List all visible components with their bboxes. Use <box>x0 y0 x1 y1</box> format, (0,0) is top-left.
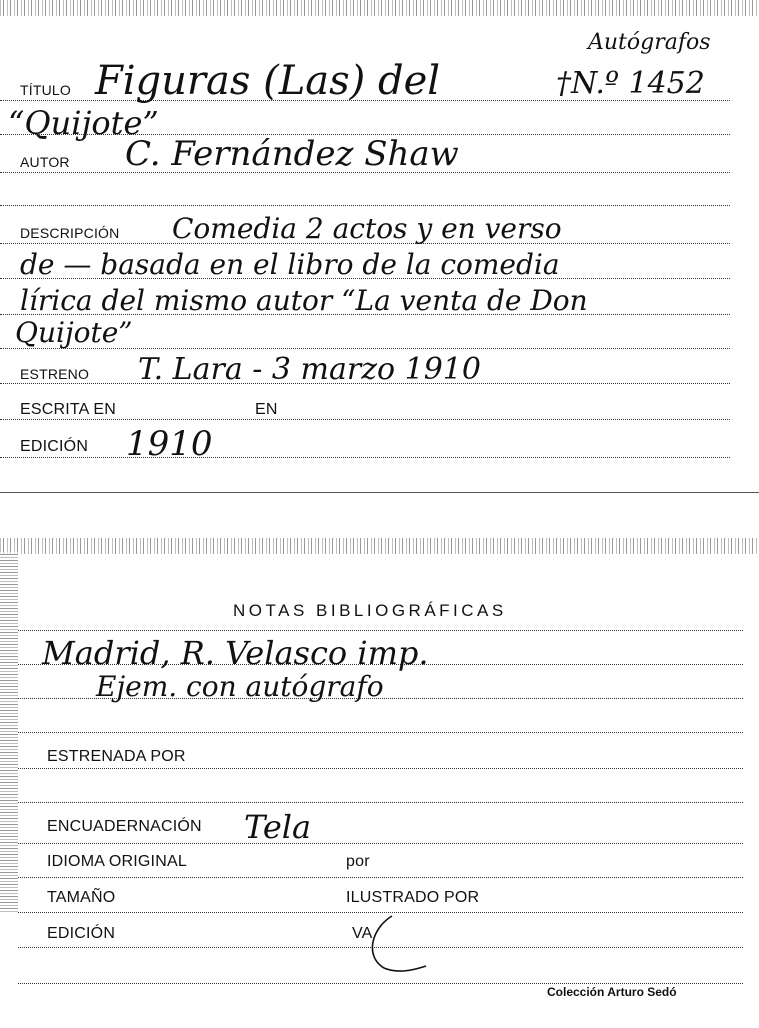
ruled-line <box>18 843 743 844</box>
original-language-label: IDIOMA ORIGINAL <box>47 853 187 870</box>
premiered-by-label: ESTRENADA POR <box>47 748 186 765</box>
title-handwriting-line1: Figuras (Las) del <box>95 58 441 104</box>
ruled-line <box>18 877 743 878</box>
edition-handwriting: 1910 <box>126 424 213 464</box>
description-handwriting-line4: Quijote” <box>15 316 133 349</box>
card-edge-texture <box>0 552 18 912</box>
author-label: AUTOR <box>20 154 70 170</box>
edition-label: EDICIÓN <box>47 925 116 942</box>
description-handwriting-line2: de — basada en el libro de la comedia <box>20 248 560 281</box>
ruled-line <box>18 732 743 733</box>
ruled-line <box>18 983 743 984</box>
collection-credit: Colección Arturo Sedó <box>547 985 677 999</box>
premiere-handwriting: T. Lara - 3 marzo 1910 <box>138 352 481 387</box>
top-catalog-card <box>0 0 759 493</box>
written-in-label: ESCRITA EN <box>20 401 116 418</box>
ruled-line <box>0 205 730 206</box>
ruled-line <box>18 630 743 631</box>
description-handwriting-line3: lírica del mismo autor “La venta de Don <box>20 284 588 317</box>
value-label: VA <box>352 925 373 942</box>
description-handwriting-line1: Comedia 2 actos y en verso <box>172 212 562 245</box>
notes-handwriting-line2: Ejem. con autógrafo <box>96 670 384 703</box>
ruled-line <box>0 457 730 458</box>
author-handwriting: C. Fernández Shaw <box>125 134 459 174</box>
by-label: por <box>346 853 370 870</box>
title-handwriting-line2: “Quijote” <box>8 104 159 142</box>
binding-label: ENCUADERNACIÓN <box>47 818 202 835</box>
category-handwriting: Autógrafos <box>588 30 711 55</box>
edition-label: EDICIÓN <box>20 438 89 455</box>
description-label: DESCRIPCIÓN <box>20 225 120 241</box>
title-label: TÍTULO <box>20 82 71 98</box>
pen-mark-bracket <box>362 908 442 978</box>
notes-heading: NOTAS BIBLIOGRÁFICAS <box>233 601 507 620</box>
binding-handwriting: Tela <box>244 808 312 846</box>
bottom-catalog-card <box>0 538 759 1006</box>
ruled-line <box>0 419 730 420</box>
in-label: EN <box>255 401 278 418</box>
size-label: TAMAÑO <box>47 889 116 906</box>
ruled-line <box>18 768 743 769</box>
notes-handwriting-line1: Madrid, R. Velasco imp. <box>42 634 429 672</box>
premiere-label: ESTRENO <box>20 366 90 382</box>
ruled-line <box>18 802 743 803</box>
catalog-number-handwriting: †N.º 1452 <box>556 66 705 101</box>
illustrated-by-label: ILUSTRADO POR <box>346 889 480 906</box>
card-edge-texture <box>0 0 759 16</box>
card-edge-texture <box>0 538 759 554</box>
